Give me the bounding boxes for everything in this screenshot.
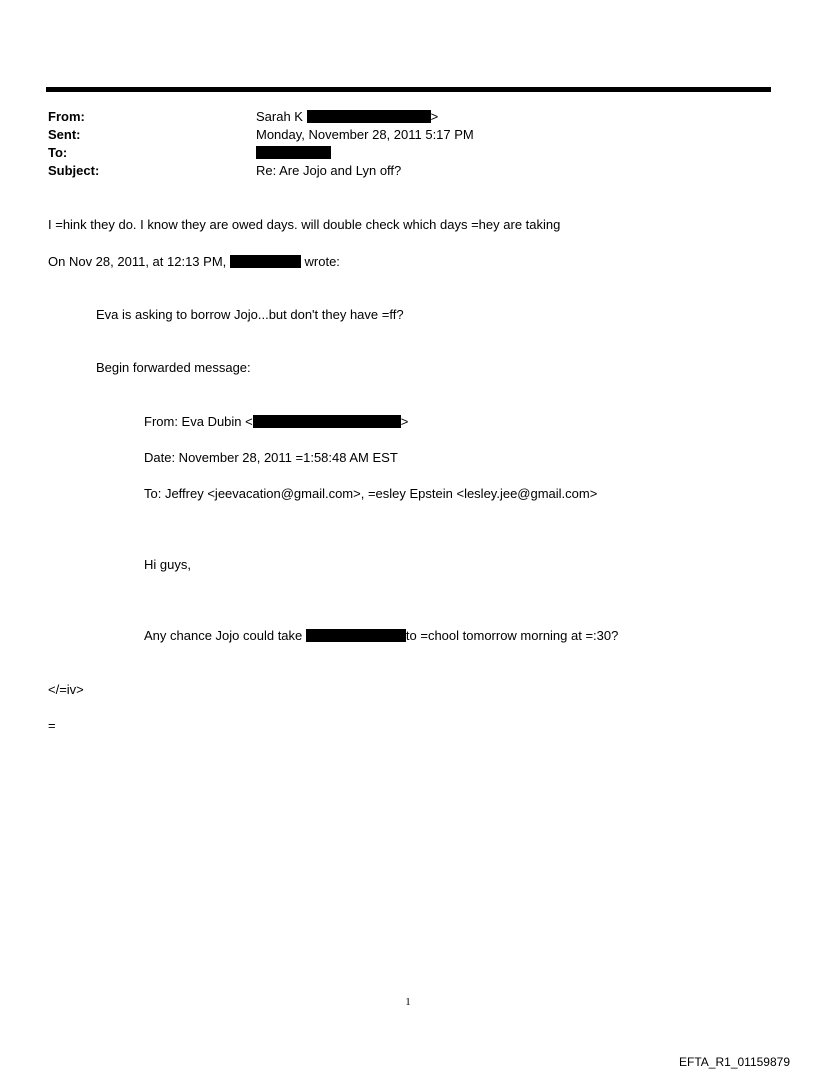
request-text [144,627,618,645]
redaction-bar [307,110,431,123]
page-number: 1 [405,996,411,1008]
sent-value: Monday, November 28, 2011 5:17 PM [256,127,474,142]
equals-text: = [48,718,56,733]
fwd-from-prefix: From: Eva Dubin < [144,414,253,429]
to-value [256,144,331,162]
redaction-bar [306,629,406,642]
quoted-text: Eva is asking to borrow Jojo...but don't they have =ff? [96,307,404,322]
quote-intro-prefix: On Nov 28, 2011, at 12:13 PM, [48,254,227,269]
reply-text: I =hink they do. I know they are owed days. will double check which days =hey are taking [48,217,561,232]
header-rule [46,87,771,92]
request-prefix: Any chance Jojo could take [144,628,303,643]
fwd-to: To: Jeffrey <jeevacation@gmail.com>, =esley Epstein <lesley.jee@gmail.com> [144,486,598,501]
from-label: From: [48,109,85,124]
from-suffix: > [430,109,439,124]
to-label: To: [48,145,68,160]
from-value [256,108,438,126]
fwd-date: Date: November 28, 2011 =1:58:48 AM EST [144,450,398,465]
redaction-bar [230,255,301,268]
subject-value: Re: Are Jojo and Lyn off? [256,163,402,178]
fwd-from-suffix: > [400,414,409,429]
bates-number: EFTA_R1_01159879 [679,1055,790,1069]
request-suffix: to =chool tomorrow morning at =:30? [405,628,619,643]
greeting: Hi guys, [144,557,191,572]
redaction-bar [253,415,401,428]
redaction-bar [256,146,331,159]
subject-label: Subject: [48,163,100,178]
from-name: Sarah K [256,109,303,124]
sent-label: Sent: [48,127,81,142]
div-close-text: </=iv> [48,682,84,697]
fwd-from [144,413,408,431]
begin-forwarded: Begin forwarded message: [96,360,251,375]
quote-intro-suffix: wrote: [304,254,340,269]
quote-intro [48,253,340,271]
